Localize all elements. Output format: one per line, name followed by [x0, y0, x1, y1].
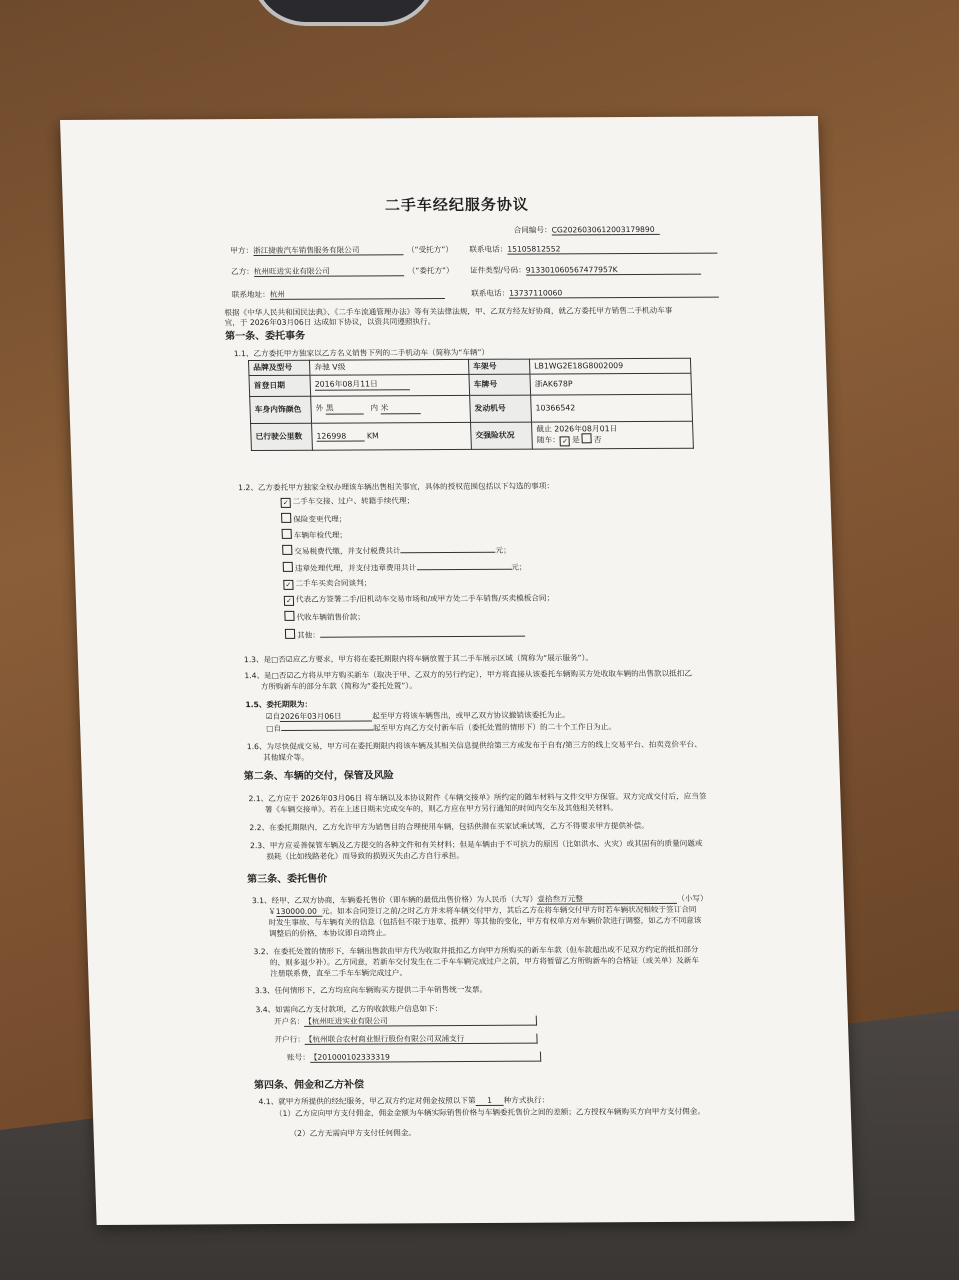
- option-label: 代收车辆销售价款；: [296, 612, 365, 622]
- color-value: 外 黑 内 米: [311, 395, 471, 423]
- insurance-value: 截止 2026年08月01日 随车： ✓ 是 否: [532, 421, 694, 450]
- option-label: 保险变更代理；: [293, 514, 347, 524]
- brand-value: 奔驰 V级: [309, 359, 468, 375]
- option-label: 车辆年检代理；: [293, 530, 348, 540]
- authorization-option: [281, 496, 415, 508]
- vin-label: 车架号: [468, 359, 529, 374]
- option-checkbox[interactable]: [282, 545, 292, 555]
- authorization-option: [281, 513, 347, 525]
- option-checkbox[interactable]: ✓: [281, 498, 291, 508]
- engine-label: 发动机号: [470, 395, 532, 422]
- vehicle-table: [248, 358, 694, 452]
- clause-2-1-line-1: 2.1、乙方应于 2026年03月06日 将车辆以及本协议附件《车辆交接单》所约定的随车材料与文件交甲方保管。双方完成交付后，应当签: [248, 791, 707, 804]
- account-holder-row: 开户名：【杭州旺进实业有限公司: [274, 1016, 538, 1028]
- authorization-option: [283, 561, 527, 574]
- vin-value: LB1WG2E18G8002009: [529, 358, 690, 374]
- clause-3-2-line-1: 3.2、在委托处置的情形下，车辆出售款由甲方代为收取并抵扣乙方向甲方所购买的新车车款（但车款超出或不足双方约定的抵扣部分: [253, 944, 699, 957]
- option-checkbox[interactable]: ✓: [284, 596, 294, 606]
- clause-1-5-option-b: □自 起至甲方向乙方交付新车后（委托处置的情形下）的二十个工作日为止。: [266, 722, 617, 734]
- section-2-title: 第二条、车辆的交付，保管及风险: [243, 770, 394, 783]
- party-b-row: 乙方：杭州旺进实业有限公司 （“委托方”） 证件类型/号码：913301060567477957K: [231, 265, 701, 278]
- clause-3-1-line-2: ￥130000.00 元。如本合同签订之前/之时乙方并未将车辆交付甲方，其后乙方在将车辆交付甲方时若车辆状况相较于签订合同: [268, 904, 697, 917]
- authorization-option: [285, 628, 525, 641]
- authorization-option: [284, 610, 365, 622]
- clause-3-1-line-1: 3.1、经甲、乙双方协商，车辆委托售价（即车辆的最低出售价格）为人民币（大写）壹拾叁万元整 （小写）: [251, 893, 708, 906]
- authorization-option: [284, 593, 555, 605]
- clause-1-6-line-1: 1.6、为尽快促成交易，甲方可在委托期限内将该车辆及其相关信息提供给第三方或发布于自有/第三方的线上交易平台、拍卖竞价平台、: [246, 739, 702, 752]
- clause-1-1: 1.1、乙方委托甲方独家以乙方名义销售下列的二手机动车（简称为“车辆”）: [233, 347, 490, 359]
- contract-number: 合同编号：CG2026030612003179890: [514, 225, 660, 236]
- clause-2-1-line-2: 署《车辆交接单》。若在上述日期未完成交车的，则乙方应在甲方另行通知的时间内交车及其他相关材料。: [264, 803, 619, 815]
- clause-2-3-line-1: 2.3、甲方应妥善保管车辆及乙方提交的各种文件和有关材料；但是车辆由于不可抗力的原因（比如洪水、火灾）或其固有的质量问题或: [249, 838, 703, 851]
- clause-3-2-line-3: 注册联系费，直至二手车车辆完成过户。: [270, 968, 408, 979]
- reg-date-value: 2016年08月11日: [310, 374, 470, 396]
- clause-4-1-option-2: （2）乙方无需向甲方支付任何佣金。: [289, 1128, 417, 1138]
- option-checkbox[interactable]: [283, 562, 293, 572]
- option-tail: 元；: [495, 545, 511, 555]
- clause-4-1: 4.1、就甲方所提供的经纪服务，甲乙双方约定对佣金按照以下第 1 种方式执行：: [258, 1095, 550, 1107]
- insurance-yes-checkbox[interactable]: ✓: [560, 437, 570, 447]
- clause-1-3: 1.3、是□否☑应乙方要求，甲方将在委托期限内将车辆放置于其二手车展示区域（简称为“展示服务”）。: [243, 653, 594, 665]
- clause-1-5-option-a: ☑自2026年03月06日 起至甲方将该车辆售出，或甲乙双方协议撤销该委托为止。: [265, 710, 570, 722]
- option-checkbox[interactable]: [282, 529, 292, 539]
- authorization-option: [282, 544, 511, 557]
- clause-2-2: 2.2、在委托期限内，乙方允许甲方为销售目的合理使用车辆，包括供潜在买家试乘试驾，乙方不得要求甲方提供补偿。: [249, 821, 649, 833]
- option-checkbox[interactable]: [281, 513, 291, 523]
- clause-1-4-line-2: 方所购新车的部分车款（简称为“委托处置”）。: [260, 681, 417, 692]
- insurance-no-checkbox[interactable]: [582, 434, 592, 444]
- option-checkbox[interactable]: [284, 611, 294, 621]
- document-title: 二手车经纪服务协议: [384, 195, 530, 215]
- option-label: 违章处理代理，并支付违章费用共计: [294, 563, 417, 573]
- option-label: 代表乙方签署二手/旧机动车交易市场和/或甲方处二手车销售/买卖模板合同；: [295, 593, 555, 604]
- clause-3-2-line-2: 的，则多退少补）。乙方同意，若新车交付发生在二手车车辆完成过户之前，甲方将暂留乙方所购新车的合格证（或关单）及新车: [269, 955, 700, 968]
- authorization-option: [282, 529, 348, 541]
- insurance-label: 交强险状况: [471, 422, 533, 450]
- section-1-title: 第一条、委托事务: [225, 330, 306, 343]
- mileage-value: 126998 KM: [312, 422, 472, 451]
- clause-1-5-label: 1.5、委托期限为：: [245, 699, 313, 710]
- section-3-title: 第三条、委托售价: [247, 873, 328, 886]
- clause-2-3-line-2: 损耗（比如线路老化）而导致的损毁灭失由乙方自行承担。: [266, 851, 464, 862]
- option-label: 二手车买卖合同谈判；: [295, 578, 372, 588]
- option-checkbox[interactable]: ✓: [283, 580, 293, 590]
- clause-1-2: 1.2、乙方委托甲方独家全权办理该车辆出售相关事宜，具体的授权范围包括以下勾选的事项：: [238, 481, 555, 493]
- clause-1-6-line-2: 其他媒介等。: [262, 752, 309, 763]
- option-label: 交易税费代缴，并支付税费共计: [294, 546, 401, 556]
- brand-label: 品牌及型号: [248, 360, 309, 375]
- clause-3-1-line-4: 调整后的价格，本协议即自动终止。: [268, 928, 391, 939]
- color-label: 车身内饰颜色: [250, 396, 312, 423]
- clause-1-4-line-1: 1.4、是□否☑乙方将从甲方购买新车（取决于甲、乙双方的另行约定），甲方将直接从该委托车辆购买方处收取车辆的出售款以抵扣乙: [244, 668, 693, 681]
- mileage-label: 已行驶公里数: [251, 423, 313, 451]
- clause-3-1-line-3: 时发生事故、与车辆有关的信息（包括但不限于违章、抵押）等其他的变化，甲方有权单方对车辆价款进行调整，如乙方不同意该: [268, 915, 702, 928]
- party-a-row: 甲方：浙江捷骏汽车销售服务有限公司 （“受托方”） 联系电话：15105812552: [230, 244, 717, 257]
- option-fill-line: [401, 552, 496, 553]
- clause-3-3: 3.3、任何情形下，乙方均应向车辆购买方提供二手车销售统一发票。: [254, 984, 488, 996]
- preamble-line-1: 根据《中华人民共和国民法典》、《二手车流通管理办法》等有关法律法规，甲、乙双方经友好协商，就乙方委托甲方销售二手机动车事: [224, 305, 673, 318]
- clause-3-4: 3.4、如需向乙方支付款项，乙方的收款账户信息如下：: [255, 1004, 443, 1015]
- account-number-row: 账号：【201000102333319: [287, 1052, 541, 1064]
- authorization-option: [283, 578, 371, 589]
- engine-value: 10366542: [531, 394, 693, 422]
- coffee-cup: [250, 0, 438, 26]
- plate-value: 浙AK678P: [530, 373, 692, 395]
- option-checkbox[interactable]: [285, 629, 295, 639]
- party-b-address-row: 联系地址：杭州 联系电话：13737110060: [232, 288, 720, 301]
- contract-document: [60, 116, 855, 1225]
- section-4-title: 第四条、佣金和乙方补偿: [253, 1079, 365, 1092]
- option-label: 二手车交接、过户、转籍手续代理；: [292, 496, 415, 506]
- option-label: 其他：: [296, 630, 321, 640]
- option-tail: 元；: [511, 562, 527, 572]
- account-bank-row: 开户行：【杭州联合农村商业银行股份有限公司双浦支行: [274, 1034, 538, 1046]
- clause-4-1-option-1: （1）乙方应向甲方支付佣金，佣金金额为车辆实际销售价格与车辆委托售价之间的差额；乙方授权车辆购买方向甲方支付佣金。: [274, 1106, 706, 1119]
- option-fill-line: [416, 569, 511, 570]
- option-fill-line: [320, 636, 525, 638]
- plate-label: 车牌号: [469, 374, 531, 395]
- reg-date-label: 首登日期: [249, 375, 311, 396]
- preamble-line-2: 宜，于 2026年03月06日 达成如下协议，以资共同遵照执行。: [224, 317, 436, 328]
